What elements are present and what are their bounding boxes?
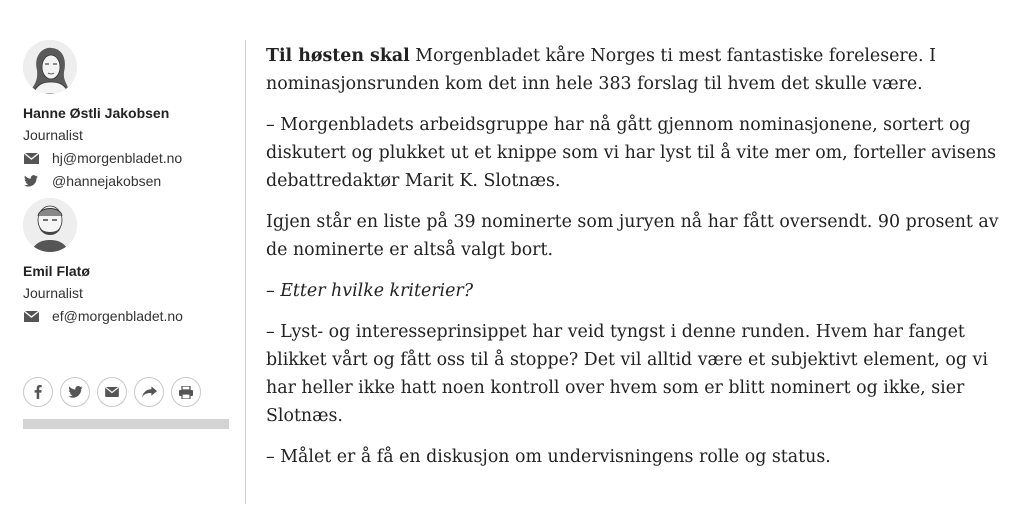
author-sidebar	[23, 40, 233, 324]
twitter-handle[interactable]: @hannejakobsen	[52, 173, 162, 189]
lead-text: Til høsten skal	[266, 46, 410, 66]
article-body	[266, 42, 1006, 484]
email-icon	[23, 151, 39, 165]
email-icon	[105, 387, 119, 397]
author-twitter[interactable]	[23, 172, 233, 190]
author-role: Journalist	[23, 127, 83, 143]
email-text[interactable]: hj@morgenbladet.no	[52, 150, 183, 166]
author-card	[23, 198, 183, 325]
article-paragraph: – Morgenbladets arbeidsgruppe har nå gått gjennom nominasjonene, sortert og diskutert og plukket ut et knippe som vi har lyst til å vite mer om, forteller avisens debattredaktør Marit K. Slotnæs.	[266, 115, 997, 191]
email-share-button[interactable]	[97, 377, 127, 407]
author-card	[23, 40, 233, 190]
email-icon	[23, 309, 39, 323]
author-name[interactable]: Hanne Østli Jakobsen	[23, 105, 170, 121]
article-paragraph: – Målet er å få en diskusjon om undervisningens rolle og status.	[266, 447, 831, 467]
twitter-share-button[interactable]	[60, 377, 90, 407]
author-email[interactable]	[23, 307, 183, 325]
share-bar	[23, 377, 201, 407]
print-icon	[179, 386, 193, 399]
facebook-icon	[34, 385, 42, 399]
author-role: Journalist	[23, 285, 83, 301]
vertical-divider	[245, 40, 246, 504]
paragraph-text: Morgenbladet kåre Norges ti mest fantastiske forelesere. I nominasjonsrunden kom det inn hele 383 forslag til hvem det skulle være.	[266, 46, 936, 94]
article-paragraph	[266, 42, 1006, 98]
twitter-icon	[23, 174, 39, 188]
article-paragraph: Igjen står en liste på 39 nominerte som juryen nå har fått oversendt. 90 prosent av de nominerte er altså valgt bort.	[266, 212, 999, 260]
author-email[interactable]	[23, 149, 233, 167]
twitter-icon	[68, 386, 83, 398]
author-name[interactable]: Emil Flatø	[23, 263, 90, 279]
print-button[interactable]	[171, 377, 201, 407]
italic-question: Etter hvilke kriterier?	[280, 281, 474, 301]
dash: –	[266, 281, 281, 301]
share-button[interactable]	[134, 377, 164, 407]
article-paragraph	[266, 277, 1006, 305]
share-icon	[142, 386, 157, 398]
sidebar-separator-bar	[23, 419, 229, 429]
author-avatar[interactable]	[23, 40, 77, 94]
facebook-share-button[interactable]	[23, 377, 53, 407]
email-text[interactable]: ef@morgenbladet.no	[52, 308, 183, 324]
article-paragraph: – Lyst- og interesseprinsippet har veid tyngst i denne runden. Hvem har fanget blikket vårt og fått oss til å stoppe? Det vil alltid være et subjektivt element, og vi har heller ikke hatt noen kontroll over hvem som er blitt nominert og ikke, sier Slotnæs.	[266, 322, 988, 426]
author-avatar[interactable]	[23, 198, 77, 252]
